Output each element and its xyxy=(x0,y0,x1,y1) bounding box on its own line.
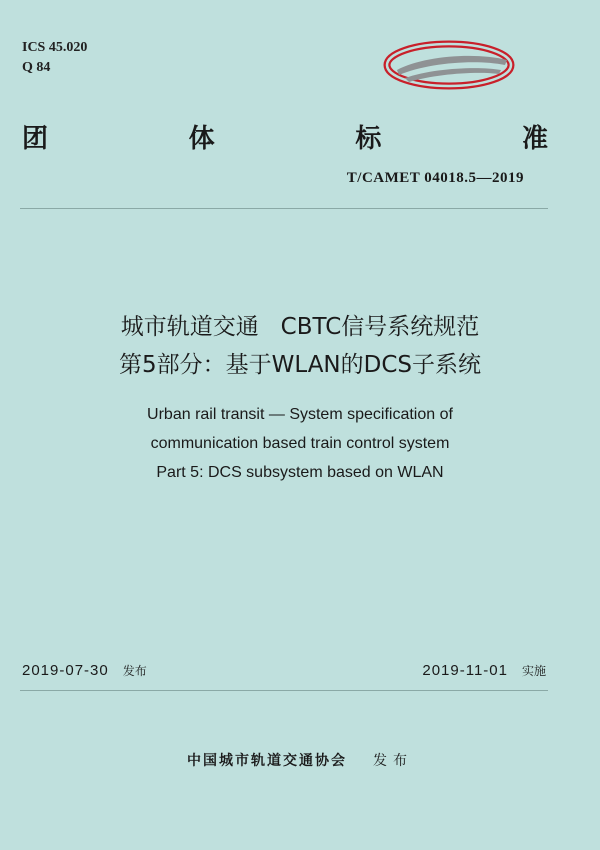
classification-codes xyxy=(22,38,87,78)
issuer-name: 中国城市轨道交通协会 xyxy=(187,753,347,769)
standard-type-char: 团 xyxy=(22,124,49,154)
standard-type-char: 标 xyxy=(355,124,382,154)
release-label: 发布 xyxy=(122,664,147,678)
association-logo-icon xyxy=(383,38,515,90)
english-title-line: communication based train control system xyxy=(150,435,450,452)
chinese-title-line: 第5部分：基于WLAN的DCS子系统 xyxy=(118,352,482,378)
english-title-line: Urban rail transit — System specification of xyxy=(147,406,453,423)
footer-divider xyxy=(20,690,548,691)
date-row xyxy=(22,662,548,684)
english-title-line: Part 5: DCS subsystem based on WLAN xyxy=(156,464,444,481)
chinese-title-line: 城市轨道交通 CBTC信号系统规范 xyxy=(120,314,480,340)
english-title xyxy=(0,400,600,487)
ics-code: ICS 45.020 xyxy=(22,40,88,55)
issuer-action: 发布 xyxy=(373,753,413,769)
effective-date: 2019-11-01 xyxy=(422,662,508,679)
release-date: 2019-07-30 xyxy=(22,662,109,679)
ccs-code: Q 84 xyxy=(22,60,51,75)
issuer-line xyxy=(0,750,600,770)
standard-number: T/CAMET 04018.5—2019 xyxy=(346,170,524,186)
effective-label: 实施 xyxy=(521,664,546,678)
standard-type-char: 准 xyxy=(521,124,548,154)
header-divider xyxy=(20,208,548,209)
release-date-group xyxy=(22,662,147,679)
standard-type-char: 体 xyxy=(188,124,215,154)
chinese-title xyxy=(0,308,600,384)
effective-date-group xyxy=(422,662,546,679)
standard-type-heading xyxy=(22,118,548,155)
